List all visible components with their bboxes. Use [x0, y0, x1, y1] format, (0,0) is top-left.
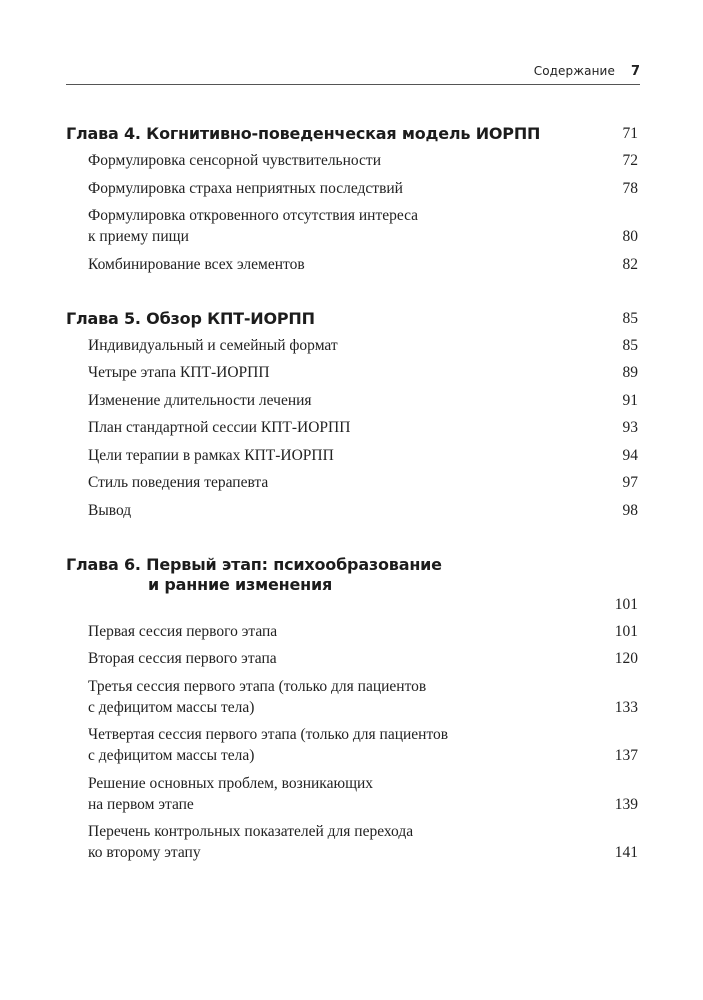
toc-entry-page: 97 — [622, 474, 638, 491]
toc-entry-title — [88, 676, 426, 718]
chapter-page-number: 85 — [622, 309, 638, 327]
toc-entry-line: Цели терапии в рамках КПТ-ИОРПП — [88, 446, 334, 464]
toc-entry-line: Формулировка откровенного отсутствия интереса — [88, 207, 419, 224]
chapter-title-line: Глава 6. Первый этап: психообразование — [66, 554, 442, 574]
chapter-title-line: Глава 4. Когнитивно-поведенческая модель ИОРПП — [66, 124, 541, 143]
toc-entry — [66, 335, 638, 356]
toc-entry-line: Первая сессия первого этапа — [88, 622, 278, 640]
toc-entry — [66, 500, 638, 521]
toc-entry-title — [88, 621, 277, 642]
toc-entry-line: Индивидуальный и семейный формат — [88, 336, 338, 354]
toc-entry-title — [88, 362, 270, 383]
toc-entry-line: Решение основных проблем, возникающих — [88, 774, 374, 792]
toc-entry-title — [88, 254, 305, 275]
toc-entry-line: Третья сессия первого этапа (только для пациентов — [88, 677, 427, 695]
chapter-heading — [66, 289, 638, 329]
toc-entry-title — [88, 821, 413, 863]
toc-entry — [66, 417, 638, 438]
toc-entry-line: Комбинирование всех элементов — [88, 255, 305, 273]
toc-entry-line: Изменение длительности лечения — [88, 391, 312, 409]
toc-entry-title — [88, 724, 448, 766]
toc-entry — [66, 472, 638, 493]
toc-entry-page: 120 — [614, 650, 638, 667]
toc-entry-title — [88, 150, 381, 171]
toc-entry-page: 101 — [614, 622, 638, 640]
toc-entry-line: с дефицитом массы тела) — [88, 747, 255, 764]
toc-entry-line: Формулировка сенсорной чувствительности — [88, 152, 382, 169]
toc-entry-title — [88, 390, 312, 411]
toc-entry-page: 82 — [622, 255, 638, 273]
toc-entry — [66, 178, 638, 199]
toc-entry-title — [88, 205, 418, 247]
running-head-section: Содержание — [533, 64, 615, 78]
toc-entry — [66, 773, 638, 815]
toc-entry-line: Перечень контрольных показателей для перехода — [88, 823, 414, 840]
toc-entry-line: к приему пищи — [88, 228, 189, 245]
page-number: 7 — [630, 64, 640, 79]
toc-entry-line: ко второму этапу — [88, 844, 201, 861]
toc-entry — [66, 821, 638, 863]
toc-chapter-6 — [66, 535, 638, 864]
toc-entry-page: 72 — [622, 152, 638, 169]
toc-entry — [66, 150, 638, 171]
toc-entry-line: Формулировка страха неприятных последствий — [88, 179, 403, 197]
toc-chapter-4 — [66, 104, 638, 275]
toc-entry — [66, 362, 638, 383]
toc-entry-line: Четвертая сессия первого этапа (только для пациентов — [88, 726, 449, 743]
toc-entry — [66, 205, 638, 247]
toc-entry-page: 93 — [622, 419, 638, 436]
toc-entry-title — [88, 445, 334, 466]
toc-entry-line: Четыре этапа КПТ-ИОРПП — [88, 364, 270, 381]
chapter-heading — [66, 104, 638, 144]
toc-entry-line: Вывод — [88, 501, 132, 519]
table-of-contents — [66, 104, 638, 877]
toc-entry-page: 133 — [614, 698, 638, 716]
toc-entry-title — [88, 472, 268, 493]
chapter-heading — [66, 535, 638, 615]
chapter-title-line: и ранние изменения — [148, 574, 333, 594]
toc-entry-page: 91 — [622, 391, 638, 409]
header-rule — [66, 84, 640, 85]
chapter-title — [66, 535, 442, 615]
toc-entry-page: 89 — [622, 364, 638, 381]
toc-entry — [66, 648, 638, 669]
toc-entry-page: 139 — [614, 795, 638, 813]
toc-entry — [66, 390, 638, 411]
toc-entry — [66, 724, 638, 766]
toc-entry-title — [88, 178, 403, 199]
toc-entry-line: Вторая сессия первого этапа — [88, 650, 277, 667]
toc-entry — [66, 676, 638, 718]
chapter-page-number: 71 — [622, 125, 638, 142]
running-head — [66, 64, 640, 79]
toc-entry-title — [88, 335, 338, 356]
toc-chapter-5 — [66, 289, 638, 521]
toc-entry-line: с дефицитом массы тела) — [88, 698, 255, 716]
toc-entry-title — [88, 500, 131, 521]
chapter-title — [66, 289, 315, 329]
chapter-title — [66, 104, 540, 144]
toc-entry-title — [88, 773, 373, 815]
toc-entry-line: Стиль поведения терапевта — [88, 474, 269, 491]
toc-entry-page: 98 — [622, 501, 638, 519]
toc-entry-page: 94 — [622, 446, 638, 464]
chapter-page-number: 101 — [614, 595, 638, 613]
toc-entry-title — [88, 417, 350, 438]
toc-entry-title — [88, 648, 277, 669]
toc-entry — [66, 254, 638, 275]
toc-entry-line: на первом этапе — [88, 795, 194, 813]
toc-entry-page: 137 — [614, 747, 638, 764]
toc-entry-page: 80 — [622, 228, 638, 245]
toc-entry — [66, 621, 638, 642]
toc-entry-line: План стандартной сессии КПТ-ИОРПП — [88, 419, 351, 436]
toc-entry-page: 85 — [622, 336, 638, 354]
toc-entry — [66, 445, 638, 466]
chapter-title-line: Глава 5. Обзор КПТ-ИОРПП — [66, 308, 315, 328]
toc-entry-page: 141 — [614, 844, 638, 861]
toc-entry-page: 78 — [622, 179, 638, 197]
